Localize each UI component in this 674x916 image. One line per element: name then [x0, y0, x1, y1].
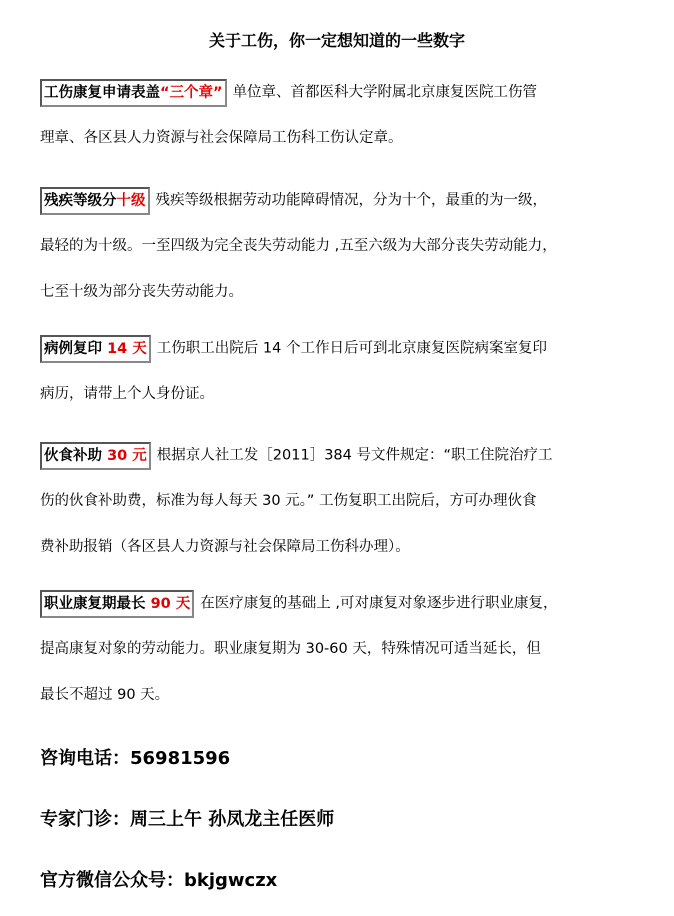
- section-meal-subsidy: [40, 432, 630, 570]
- section-tag: [40, 335, 151, 363]
- section-tag: [40, 79, 227, 107]
- section-line: 理章、各区县人力资源与社会保障局工伤科工伤认定章。: [40, 130, 403, 146]
- section-tag: [40, 187, 150, 215]
- tag-label: 伙食补助: [44, 447, 108, 464]
- section-line: 七至十级为部分丧失劳动能力。: [40, 284, 243, 300]
- consult-phone: 咨询电话：56981596: [40, 748, 231, 769]
- expert-clinic: 专家门诊：周三上午 孙凤龙主任医师: [40, 809, 335, 830]
- section-line: 根据京人社工发［2011］384 号文件规定：“职工住院治疗工: [156, 447, 553, 464]
- section-line: 在医疗康复的基础上 ,可对康复对象逐步进行职业康复，: [200, 595, 558, 612]
- tag-highlight: 十级: [116, 192, 146, 209]
- section-disability-grades: [40, 177, 630, 315]
- tag-highlight: 30 元: [107, 447, 147, 464]
- page-title: 关于工伤，你一定想知道的一些数字: [208, 31, 465, 50]
- section-tag: [40, 590, 194, 618]
- section-line: 提高康复对象的劳动能力。职业康复期为 30-60 天，特殊情况可适当延长，但: [40, 641, 541, 657]
- section-vocational-rehab: [40, 580, 630, 718]
- tag-label: 工伤康复申请表盖: [44, 84, 160, 101]
- section-three-stamps: [40, 69, 630, 161]
- wechat-account: 官方微信公众号：bkjgwczx: [40, 870, 278, 891]
- section-line: 最轻的为十级。一至四级为完全丧失劳动能力 ,五至六级为大部分丧失劳动能力，: [40, 238, 557, 254]
- tag-highlight: “三个章”: [160, 84, 223, 101]
- section-line: 工伤职工出院后 14 个工作日后可到北京康复医院病案室复印: [156, 340, 547, 357]
- section-line: 伤的伙食补助费，标准为每人每天 30 元。” 工伤复职工出院后，方可办理伙食: [40, 493, 537, 509]
- section-tag: [40, 442, 151, 470]
- tag-label: 职业康复期最长: [44, 595, 151, 612]
- section-line: 单位章、首都医科大学附属北京康复医院工伤管: [232, 84, 538, 101]
- section-line: 费补助报销（各区县人力资源与社会保障局工伤科办理）。: [40, 539, 410, 555]
- tag-highlight: 90 天: [150, 595, 191, 612]
- section-line: 残疾等级根据劳动功能障碍情况，分为十个，最重的为一级，: [155, 192, 547, 209]
- section-line: 病历，请带上个人身份证。: [40, 386, 214, 402]
- tag-highlight: 14 天: [107, 340, 147, 357]
- tag-label: 残疾等级分: [44, 192, 117, 209]
- section-line: 最长不超过 90 天。: [40, 687, 170, 703]
- tag-label: 病例复印: [44, 340, 108, 357]
- section-record-copy: [40, 325, 630, 417]
